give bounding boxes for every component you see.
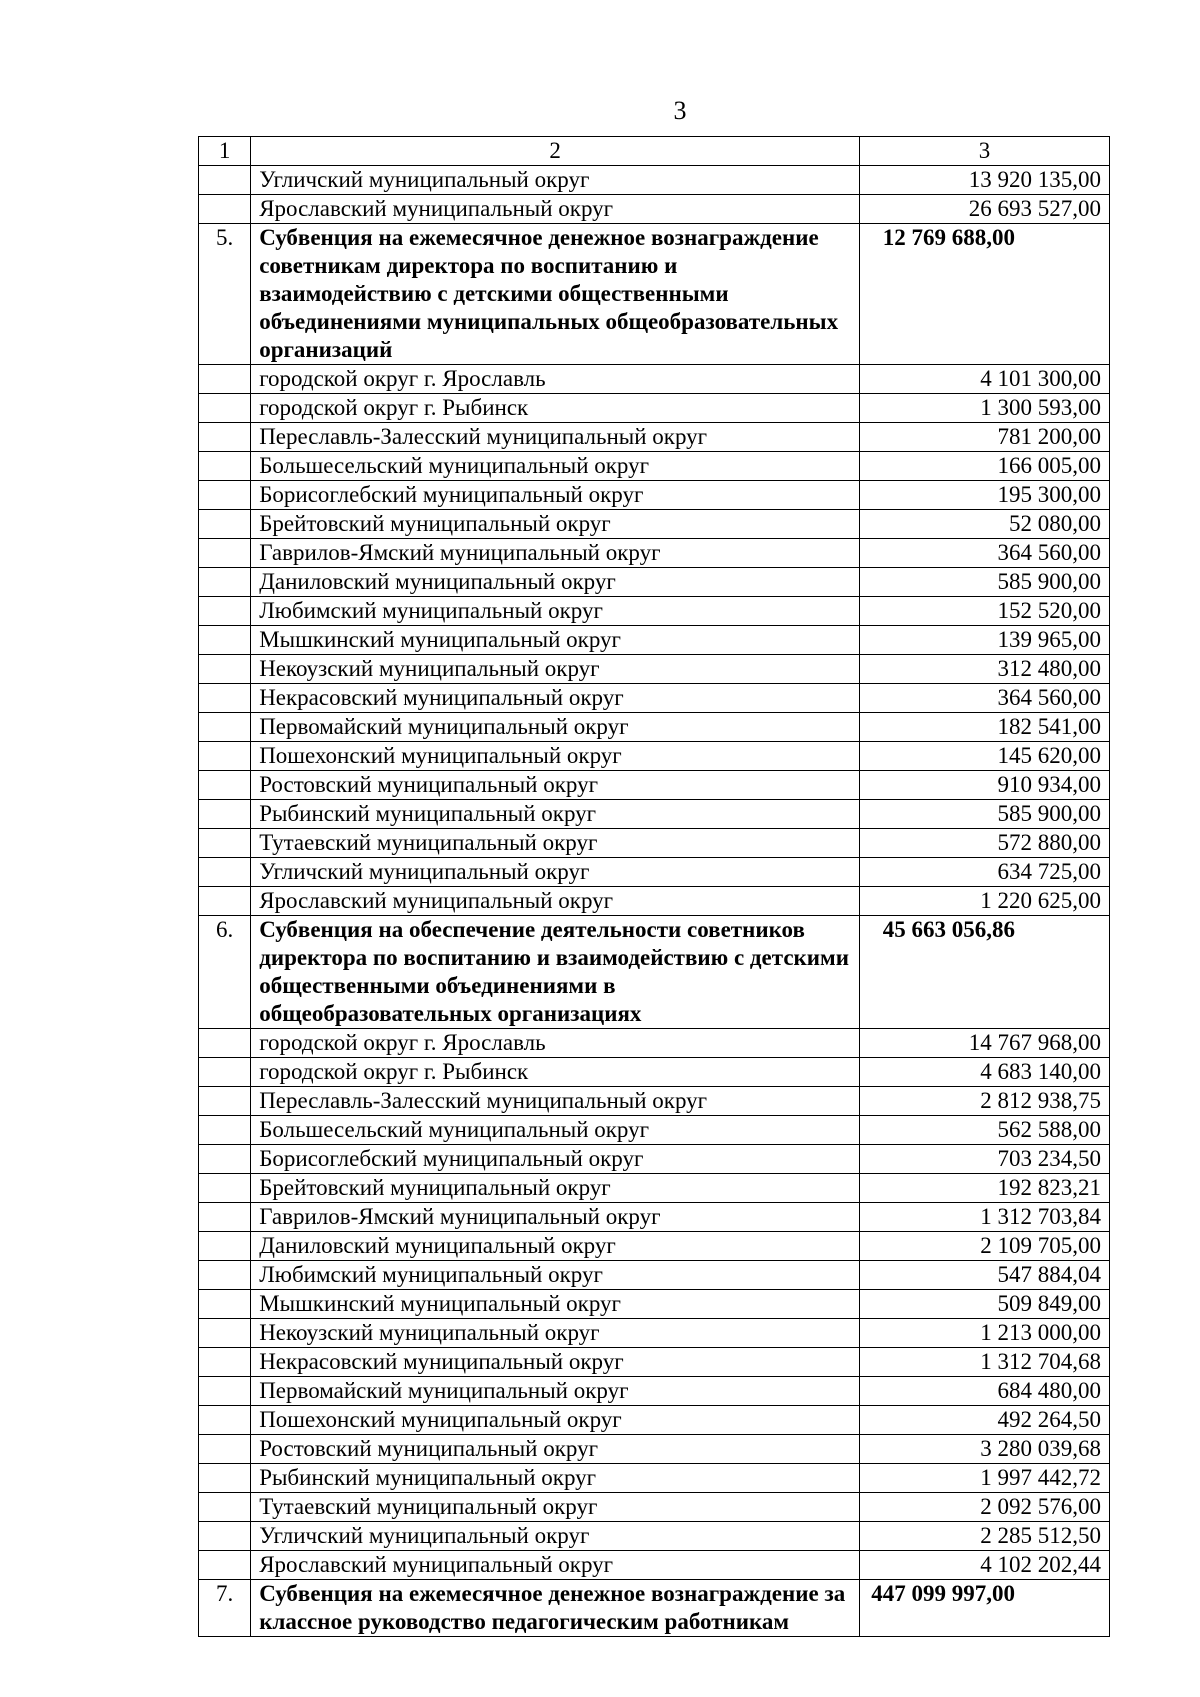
column-1-header: 1 <box>199 137 251 166</box>
table-row <box>199 1203 1110 1232</box>
table-row <box>199 481 1110 510</box>
row-number-cell <box>199 452 251 481</box>
district-name: Ярославский муниципальный округ <box>251 887 860 916</box>
row-number-cell <box>199 1116 251 1145</box>
section-number: 5. <box>199 224 251 365</box>
district-amount: 1 997 442,72 <box>860 1464 1110 1493</box>
district-amount: 152 520,00 <box>860 597 1110 626</box>
district-name: городской округ г. Ярославль <box>251 365 860 394</box>
table-row <box>199 1261 1110 1290</box>
district-amount: 1 300 593,00 <box>860 394 1110 423</box>
district-amount: 492 264,50 <box>860 1406 1110 1435</box>
district-name: Борисоглебский муниципальный округ <box>251 481 860 510</box>
table-row <box>199 1522 1110 1551</box>
district-name: Пошехонский муниципальный округ <box>251 742 860 771</box>
row-number-cell <box>199 1029 251 1058</box>
table-row <box>199 1464 1110 1493</box>
district-amount: 139 965,00 <box>860 626 1110 655</box>
row-number-cell <box>199 1203 251 1232</box>
district-amount: 13 920 135,00 <box>860 166 1110 195</box>
district-amount: 585 900,00 <box>860 800 1110 829</box>
district-name: Некоузский муниципальный округ <box>251 1319 860 1348</box>
district-name: Любимский муниципальный округ <box>251 597 860 626</box>
district-amount: 166 005,00 <box>860 452 1110 481</box>
table-row <box>199 394 1110 423</box>
table-row <box>199 1058 1110 1087</box>
table-row <box>199 1435 1110 1464</box>
row-number-cell <box>199 568 251 597</box>
district-name: Большесельский муниципальный округ <box>251 452 860 481</box>
district-name: Большесельский муниципальный округ <box>251 1116 860 1145</box>
row-number-cell <box>199 1348 251 1377</box>
table-row <box>199 452 1110 481</box>
district-name: Тутаевский муниципальный округ <box>251 829 860 858</box>
district-name: Гаврилов-Ямский муниципальный округ <box>251 1203 860 1232</box>
section-title: Субвенция на ежемесячное денежное вознаграждение советникам директора по воспитанию и взаимодействию с детскими общественными объединениями муниципальных общеобразовательных организаций <box>251 224 860 365</box>
district-amount: 684 480,00 <box>860 1377 1110 1406</box>
district-name: Некрасовский муниципальный округ <box>251 684 860 713</box>
row-number-cell <box>199 1145 251 1174</box>
table-row <box>199 1087 1110 1116</box>
district-amount: 910 934,00 <box>860 771 1110 800</box>
district-name: городской округ г. Рыбинск <box>251 394 860 423</box>
row-number-cell <box>199 1464 251 1493</box>
district-amount: 52 080,00 <box>860 510 1110 539</box>
district-name: Переславль-Залесский муниципальный округ <box>251 423 860 452</box>
table-row <box>199 1116 1110 1145</box>
district-amount: 1 312 703,84 <box>860 1203 1110 1232</box>
table-row <box>199 655 1110 684</box>
district-name: Пошехонский муниципальный округ <box>251 1406 860 1435</box>
section-number: 7. <box>199 1580 251 1637</box>
section-total-row <box>199 916 1110 1029</box>
section-title: Субвенция на ежемесячное денежное вознаграждение за классное руководство педагогическим работникам <box>251 1580 860 1637</box>
district-name: Ярославский муниципальный округ <box>251 1551 860 1580</box>
district-amount: 2 109 705,00 <box>860 1232 1110 1261</box>
row-number-cell <box>199 771 251 800</box>
table-row <box>199 568 1110 597</box>
row-number-cell <box>199 800 251 829</box>
table-row <box>199 858 1110 887</box>
section-number: 6. <box>199 916 251 1029</box>
district-amount: 364 560,00 <box>860 684 1110 713</box>
table-row <box>199 887 1110 916</box>
district-name: Ярославский муниципальный округ <box>251 195 860 224</box>
district-amount: 364 560,00 <box>860 539 1110 568</box>
row-number-cell <box>199 1058 251 1087</box>
section-total-row <box>199 224 1110 365</box>
district-name: Даниловский муниципальный округ <box>251 1232 860 1261</box>
row-number-cell <box>199 1319 251 1348</box>
row-number-cell <box>199 684 251 713</box>
district-amount: 2 285 512,50 <box>860 1522 1110 1551</box>
district-amount: 1 312 704,68 <box>860 1348 1110 1377</box>
table-row <box>199 800 1110 829</box>
district-name: Мышкинский муниципальный округ <box>251 1290 860 1319</box>
table-row <box>199 1290 1110 1319</box>
row-number-cell <box>199 1435 251 1464</box>
table-row <box>199 1232 1110 1261</box>
table-row <box>199 1319 1110 1348</box>
row-number-cell <box>199 858 251 887</box>
table-row <box>199 829 1110 858</box>
district-amount: 312 480,00 <box>860 655 1110 684</box>
row-number-cell <box>199 195 251 224</box>
row-number-cell <box>199 1406 251 1435</box>
table-row <box>199 195 1110 224</box>
table-row <box>199 1348 1110 1377</box>
section-title: Субвенция на обеспечение деятельности советников директора по воспитанию и взаимодействию с детскими общественными объединениями в общеобразовательных организациях <box>251 916 860 1029</box>
district-amount: 145 620,00 <box>860 742 1110 771</box>
table-row <box>199 1493 1110 1522</box>
district-amount: 4 102 202,44 <box>860 1551 1110 1580</box>
district-amount: 2 812 938,75 <box>860 1087 1110 1116</box>
table-row <box>199 597 1110 626</box>
table-row <box>199 510 1110 539</box>
row-number-cell <box>199 510 251 539</box>
district-name: Любимский муниципальный округ <box>251 1261 860 1290</box>
table-row <box>199 626 1110 655</box>
district-amount: 781 200,00 <box>860 423 1110 452</box>
district-name: Тутаевский муниципальный округ <box>251 1493 860 1522</box>
district-name: Брейтовский муниципальный округ <box>251 1174 860 1203</box>
district-amount: 547 884,04 <box>860 1261 1110 1290</box>
district-amount: 585 900,00 <box>860 568 1110 597</box>
district-amount: 634 725,00 <box>860 858 1110 887</box>
district-name: Ростовский муниципальный округ <box>251 771 860 800</box>
district-amount: 192 823,21 <box>860 1174 1110 1203</box>
row-number-cell <box>199 365 251 394</box>
district-name: Некоузский муниципальный округ <box>251 655 860 684</box>
column-3-header: 3 <box>860 137 1110 166</box>
district-name: Первомайский муниципальный округ <box>251 1377 860 1406</box>
district-name: Ростовский муниципальный округ <box>251 1435 860 1464</box>
district-amount: 195 300,00 <box>860 481 1110 510</box>
table-row <box>199 423 1110 452</box>
district-name: Рыбинский муниципальный округ <box>251 800 860 829</box>
district-name: городской округ г. Рыбинск <box>251 1058 860 1087</box>
column-2-header: 2 <box>251 137 860 166</box>
district-name: Угличский муниципальный округ <box>251 166 860 195</box>
district-name: Первомайский муниципальный округ <box>251 713 860 742</box>
district-amount: 2 092 576,00 <box>860 1493 1110 1522</box>
district-amount: 26 693 527,00 <box>860 195 1110 224</box>
row-number-cell <box>199 481 251 510</box>
row-number-cell <box>199 1261 251 1290</box>
row-number-cell <box>199 1174 251 1203</box>
district-amount: 3 280 039,68 <box>860 1435 1110 1464</box>
row-number-cell <box>199 887 251 916</box>
row-number-cell <box>199 423 251 452</box>
row-number-cell <box>199 1087 251 1116</box>
row-number-cell <box>199 394 251 423</box>
district-name: Брейтовский муниципальный округ <box>251 510 860 539</box>
district-amount: 572 880,00 <box>860 829 1110 858</box>
table-row <box>199 742 1110 771</box>
row-number-cell <box>199 1522 251 1551</box>
table-row <box>199 365 1110 394</box>
table-row <box>199 1377 1110 1406</box>
table-row <box>199 539 1110 568</box>
row-number-cell <box>199 1551 251 1580</box>
subvention-table <box>198 136 1110 1637</box>
row-number-cell <box>199 1290 251 1319</box>
table-row <box>199 166 1110 195</box>
row-number-cell <box>199 1232 251 1261</box>
table-row <box>199 1145 1110 1174</box>
row-number-cell <box>199 626 251 655</box>
section-total: 45 663 056,86 <box>860 916 1110 1029</box>
district-amount: 703 234,50 <box>860 1145 1110 1174</box>
district-name: Угличский муниципальный округ <box>251 1522 860 1551</box>
district-amount: 4 101 300,00 <box>860 365 1110 394</box>
district-amount: 562 588,00 <box>860 1116 1110 1145</box>
district-amount: 1 213 000,00 <box>860 1319 1110 1348</box>
table-row <box>199 1551 1110 1580</box>
district-amount: 1 220 625,00 <box>860 887 1110 916</box>
row-number-cell <box>199 829 251 858</box>
district-name: Борисоглебский муниципальный округ <box>251 1145 860 1174</box>
district-name: Мышкинский муниципальный округ <box>251 626 860 655</box>
section-total: 447 099 997,00 <box>860 1580 1110 1637</box>
table-header-row <box>199 137 1110 166</box>
subvention-table-body <box>199 137 1110 1637</box>
section-total: 12 769 688,00 <box>860 224 1110 365</box>
district-name: Угличский муниципальный округ <box>251 858 860 887</box>
district-name: Рыбинский муниципальный округ <box>251 1464 860 1493</box>
row-number-cell <box>199 713 251 742</box>
page-number: 3 <box>673 96 687 125</box>
row-number-cell <box>199 539 251 568</box>
section-total-row <box>199 1580 1110 1637</box>
district-name: Гаврилов-Ямский муниципальный округ <box>251 539 860 568</box>
row-number-cell <box>199 166 251 195</box>
table-row <box>199 771 1110 800</box>
table-row <box>199 1029 1110 1058</box>
table-row <box>199 713 1110 742</box>
district-amount: 14 767 968,00 <box>860 1029 1110 1058</box>
district-name: Даниловский муниципальный округ <box>251 568 860 597</box>
table-row <box>199 1174 1110 1203</box>
row-number-cell <box>199 1493 251 1522</box>
district-name: городской округ г. Ярославль <box>251 1029 860 1058</box>
row-number-cell <box>199 597 251 626</box>
row-number-cell <box>199 742 251 771</box>
district-name: Некрасовский муниципальный округ <box>251 1348 860 1377</box>
table-row <box>199 1406 1110 1435</box>
district-amount: 4 683 140,00 <box>860 1058 1110 1087</box>
table-row <box>199 684 1110 713</box>
district-name: Переславль-Залесский муниципальный округ <box>251 1087 860 1116</box>
district-amount: 509 849,00 <box>860 1290 1110 1319</box>
row-number-cell <box>199 655 251 684</box>
district-amount: 182 541,00 <box>860 713 1110 742</box>
row-number-cell <box>199 1377 251 1406</box>
